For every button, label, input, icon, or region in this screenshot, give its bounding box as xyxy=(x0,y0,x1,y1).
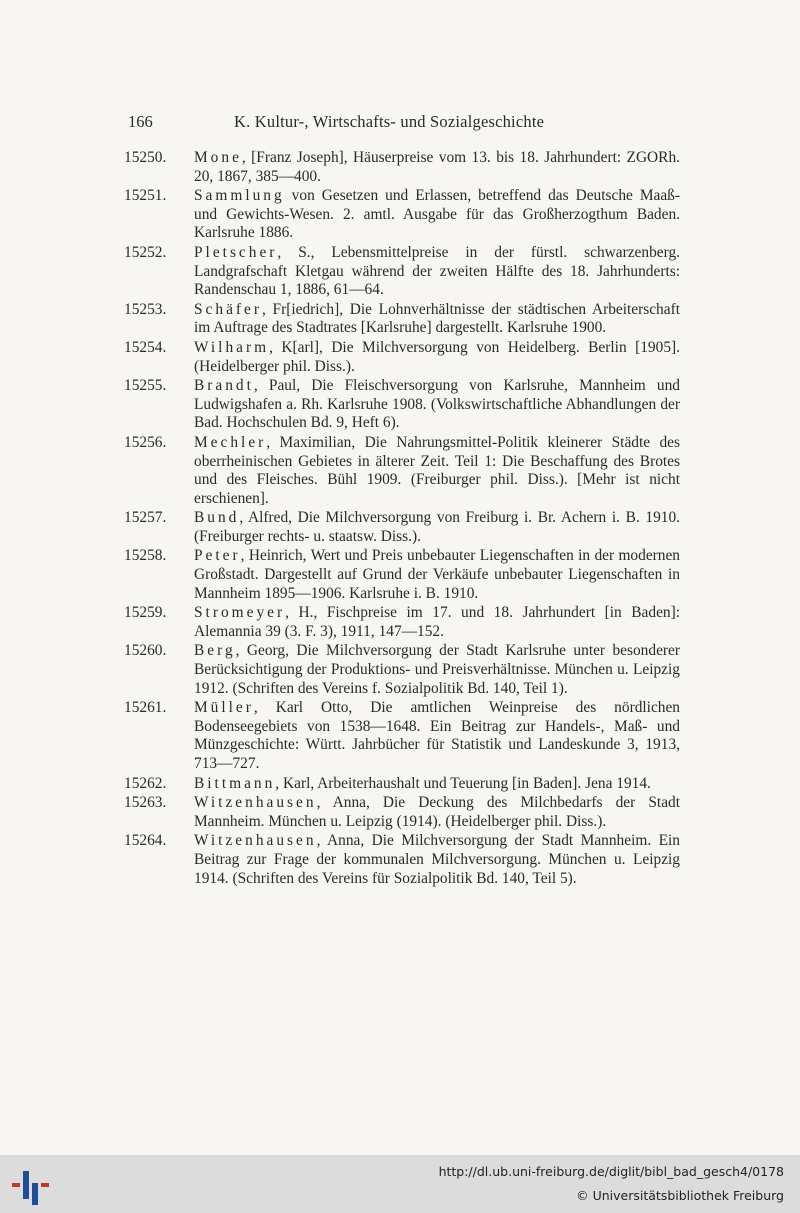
entry-number: 15264. xyxy=(124,832,167,850)
bibliography-entry xyxy=(124,642,680,698)
entry-body xyxy=(194,642,680,698)
entry-author: Peter xyxy=(194,547,241,565)
entry-number: 15252. xyxy=(124,243,167,261)
entry-author: Stromeyer xyxy=(194,604,286,622)
entry-number: 15261. xyxy=(124,699,167,717)
entry-body xyxy=(194,699,680,773)
ub-freiburg-logo-icon xyxy=(10,1163,56,1207)
bibliography-entry xyxy=(124,244,680,300)
entry-author: Witzenhausen xyxy=(194,794,317,812)
entry-text: , Fr[iedrich], Die Lohnverhältnisse der städtischen Arbeiterschaft im Auftrage des Stadtrates [Karlsruhe] dargestellt. Karlsruhe 1900. xyxy=(194,300,680,337)
entry-body xyxy=(194,604,680,641)
entry-author: Brandt xyxy=(194,377,254,395)
entry-body xyxy=(194,377,680,433)
entry-author: Berg xyxy=(194,642,236,660)
entry-number: 15260. xyxy=(124,642,167,660)
entry-text: , Alfred, Die Milchversorgung von Freiburg i. Br. Achern i. B. 1910. (Freiburger rechts- u. staatsw. Diss.). xyxy=(194,509,680,545)
entry-text: , Karl Otto, Die amtlichen Weinpreise des nördlichen Bodenseegebiets von 1538—1648. Ein Beitrag zur Handels-, Maß- und Münzgeschichte: Württ. Jahrbücher für Statistik und Landeskunde 3, 1913, 713—727. xyxy=(194,699,680,772)
entry-text: , Georg, Die Milchversorgung der Stadt Karlsruhe unter besonderer Berücksichtigung der Produktions- und Preisverhältnisse. München u. Leipzig 1912. (Schriften des Vereins f. Sozialpolitik Bd. 140, Teil 1). xyxy=(194,642,680,697)
bibliography-entry xyxy=(124,832,680,888)
entry-number: 15259. xyxy=(124,604,167,622)
entry-body xyxy=(194,547,680,603)
entry-author: Pletscher xyxy=(194,243,278,261)
bibliography-entry xyxy=(124,699,680,773)
bibliography-list xyxy=(124,149,680,889)
entry-number: 15251. xyxy=(124,187,167,205)
entry-author: Witzenhausen xyxy=(194,832,317,850)
entry-number: 15256. xyxy=(124,433,167,451)
bibliography-entry xyxy=(124,187,680,243)
entry-author: Mone xyxy=(194,149,242,166)
bibliography-entry xyxy=(124,149,680,186)
bibliography-entry xyxy=(124,509,680,546)
entry-number: 15253. xyxy=(124,300,167,318)
entry-body xyxy=(194,187,680,243)
entry-author: Sammlung xyxy=(194,187,285,205)
entry-body xyxy=(194,434,680,508)
entry-number: 15250. xyxy=(124,149,167,166)
entry-text: , H., Fischpreise im 17. und 18. Jahrhundert [in Baden]: Alemannia 39 (3. F. 3), 1911, 147—152. xyxy=(194,604,680,640)
entry-author: Mechler xyxy=(194,433,267,451)
page-number: 166 xyxy=(128,112,153,131)
entry-text: , Anna, Die Milchversorgung der Stadt Mannheim. Ein Beitrag zur Frage der kommunalen Milchversorgung. München u. Leipzig 1914. (Schriften des Vereins für Sozialpolitik Bd. 140, Teil 5). xyxy=(194,832,680,887)
entry-body xyxy=(194,149,680,186)
entry-text: von Gesetzen und Erlassen, betreffend das Deutsche Maaß- und Gewichts-Wesen. 2. amtl. Ausgabe für das Großherzogthum Baden. Karlsruhe 1886. xyxy=(194,187,680,242)
bibliography-entry xyxy=(124,547,680,603)
entry-body xyxy=(194,775,680,794)
entry-body xyxy=(194,832,680,888)
viewer-footer xyxy=(0,1155,800,1213)
entry-body xyxy=(194,301,680,338)
bibliography-entry xyxy=(124,794,680,831)
entry-number: 15258. xyxy=(124,547,167,565)
entry-body xyxy=(194,244,680,300)
bibliography-entry xyxy=(124,434,680,508)
entry-text: , K[arl], Die Milchversorgung von Heidelberg. Berlin [1905]. (Heidelberger phil. Diss.). xyxy=(194,338,680,375)
entry-number: 15262. xyxy=(124,774,167,792)
entry-number: 15263. xyxy=(124,794,167,812)
entry-text: , Maximilian, Die Nahrungsmittel-Politik kleinerer Städte des oberrheinischen Gebietes in älterer Zeit. Teil 1: Die Beschaffung des Brotes und des Fleisches. Bühl 1909. (Freiburger phil. Diss.). [Mehr ist nicht erschienen]. xyxy=(194,433,680,507)
entry-author: Schäfer xyxy=(194,300,262,318)
bibliography-entry xyxy=(124,301,680,338)
entry-text: , S., Lebensmittelpreise in der fürstl. schwarzenberg. Landgrafschaft Kletgau während der zweiten Hälfte des 18. Jahrhunderts: Randenschau 1, 1886, 61—64. xyxy=(194,243,680,299)
entry-text: , [Franz Joseph], Häuserpreise vom 13. bis 18. Jahrhundert: ZGORh. 20, 1867, 385—400. xyxy=(194,149,680,185)
entry-text: , Karl, Arbeiterhaushalt und Teuerung [in Baden]. Jena 1914. xyxy=(275,774,651,792)
entry-author: Wilharm xyxy=(194,338,270,356)
entry-number: 15257. xyxy=(124,509,167,527)
entry-author: Müller xyxy=(194,699,254,717)
entry-author: Bund xyxy=(194,509,240,527)
running-title: K. Kultur-, Wirtschafts- und Sozialgeschichte xyxy=(234,112,545,131)
entry-number: 15254. xyxy=(124,338,167,356)
entry-text: , Heinrich, Wert und Preis unbebauter Liegenschaften in der modernen Großstadt. Dargestellt auf Grund der Verkäufe unbebauter Liegenschaften in Mannheim 1895—1906. Karlsruhe i. B. 1910. xyxy=(194,547,680,602)
permalink-url[interactable]: http://dl.ub.uni-freiburg.de/diglit/bibl_bad_gesch4/0178 xyxy=(438,1164,784,1179)
copyright-notice: © Universitätsbibliothek Freiburg xyxy=(576,1188,784,1203)
entry-text: , Paul, Die Fleischversorgung von Karlsruhe, Mannheim und Ludwigshafen a. Rh. Karlsruhe 1908. (Volkswirtschaftliche Abhandlungen der Bad. Hochschulen Bd. 9, Heft 6). xyxy=(194,377,680,432)
entry-text: , Anna, Die Deckung des Milchbedarfs der Stadt Mannheim. München u. Leipzig (1914). (Heidelberger phil. Diss.). xyxy=(194,794,680,830)
bibliography-entry xyxy=(124,775,680,794)
bibliography-entry xyxy=(124,339,680,376)
bibliography-entry xyxy=(124,604,680,641)
entry-body xyxy=(194,794,680,831)
entry-author: Bittmann xyxy=(194,774,276,792)
entry-body xyxy=(194,509,680,546)
entry-body xyxy=(194,339,680,376)
entry-number: 15255. xyxy=(124,377,167,395)
bibliography-entry xyxy=(124,377,680,433)
page-header xyxy=(128,112,688,134)
